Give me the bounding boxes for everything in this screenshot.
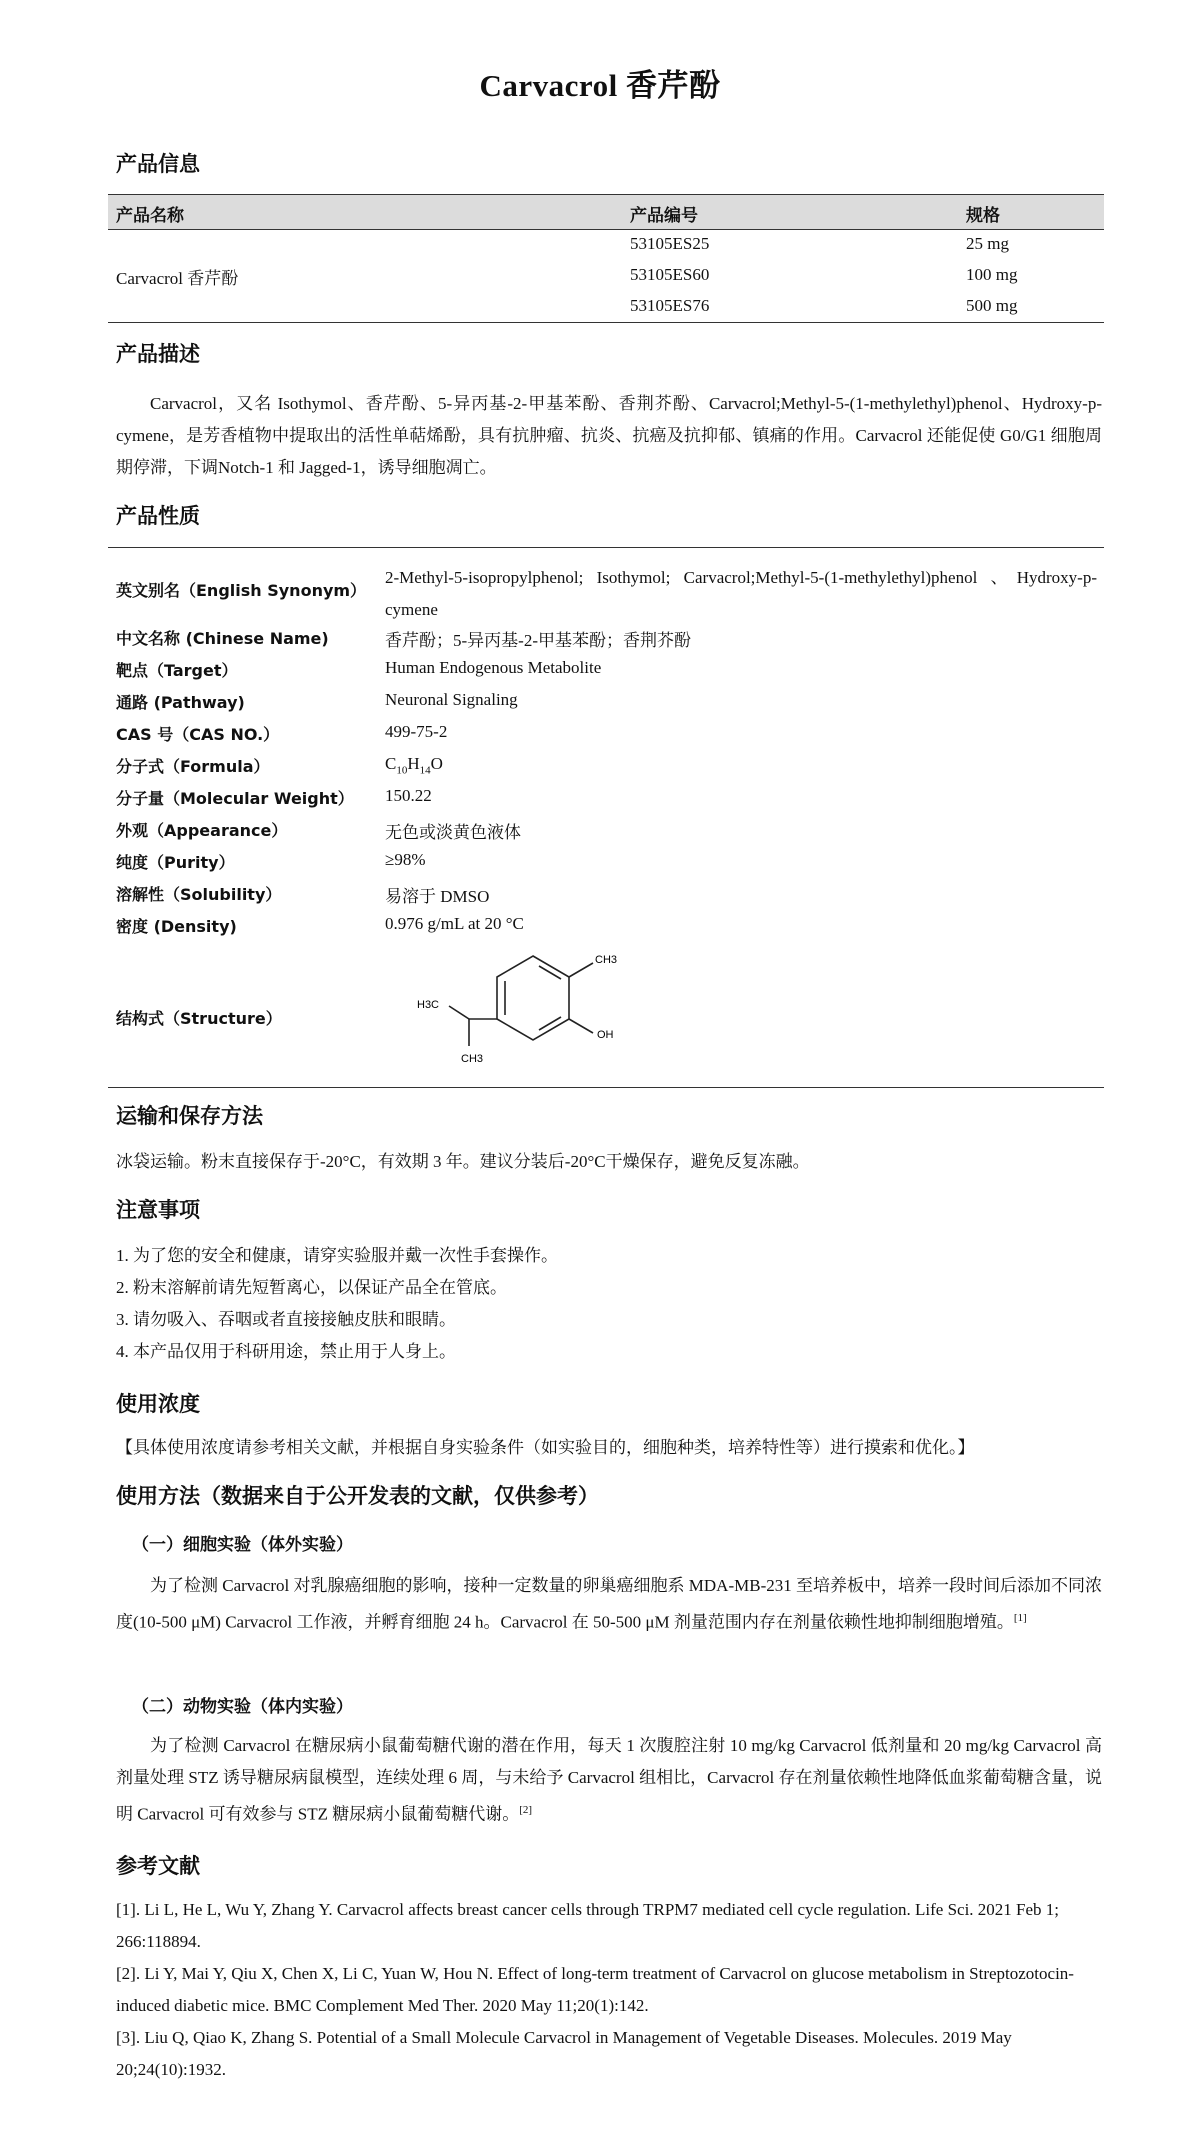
product-table-header xyxy=(108,194,1104,230)
reference-item: [2]. Li Y, Mai Y, Qiu X, Chen X, Li C, Yuan W, Hou N. Effect of long-term treatment of Carvacrol on glucose metabolism in Streptozotocin-induced diabetic mice. BMC Complement Med Ther. 2020 May 11;20(1):142. xyxy=(116,1964,1074,2015)
property-value: ≥98% xyxy=(385,850,426,869)
benzene-ring xyxy=(449,956,593,1046)
animal-experiment-title: （二）动物实验（体内实验） xyxy=(132,1697,353,1717)
property-label: 分子式（Formula） xyxy=(116,757,270,776)
note-item: 2. 粉末溶解前请先短暂离心，以保证产品全在管底。 xyxy=(116,1278,507,1297)
section-method: 使用方法（数据来自于公开发表的文献，仅供参考） xyxy=(116,1484,599,1508)
property-label: 溶解性（Solubility） xyxy=(116,885,282,904)
property-value: 2-Methyl-5-isopropylphenol; Isothymol; Carvacrol;Methyl-5-(1-methylethyl)phenol 、Hydroxy-p-cymene xyxy=(385,568,1097,619)
citation: [1] xyxy=(1013,1612,1027,1624)
property-value: 易溶于 DMSO xyxy=(385,887,490,906)
note-item: 4. 本产品仅用于科研用途，禁止用于人身上。 xyxy=(116,1342,456,1361)
storage-paragraph: 冰袋运输。粉末直接保存于-20°C，有效期 3 年。建议分装后-20°C干燥保存，避免反复冻融。 xyxy=(116,1152,810,1171)
property-value: 150.22 xyxy=(385,786,432,805)
formula-value: $C_{10}H_{14}O$ xyxy=(385,754,443,777)
header-product-code: 产品编号 xyxy=(630,206,698,226)
property-value: 无色或淡黄色液体 xyxy=(385,823,521,842)
property-value: 499-75-2 xyxy=(385,722,448,741)
property-label: 外观（Appearance） xyxy=(116,821,288,840)
property-label: CAS 号（CAS NO.） xyxy=(116,725,280,744)
ch3-bottom-label: CH3 xyxy=(461,1053,484,1065)
property-label: 通路 (Pathway) xyxy=(116,693,245,712)
concentration-paragraph: 【具体使用浓度请参考相关文献，并根据自身实验条件（如实验目的，细胞种类，培养特性等）进行摸索和优化。】 xyxy=(116,1438,975,1457)
product-spec-cell: 100 mg xyxy=(966,265,1018,284)
reference-item: [1]. Li L, He L, Wu Y, Zhang Y. Carvacrol affects breast cancer cells through TRPM7 mediated cell cycle regulation. Life Sci. 2021 Feb 1; 266:118894. xyxy=(116,1900,1060,1951)
section-description: 产品描述 xyxy=(116,342,200,366)
note-item: 3. 请勿吸入、吞咽或者直接接触皮肤和眼睛。 xyxy=(116,1310,456,1329)
h3c-label: H3C xyxy=(417,999,440,1011)
property-label: 英文别名（English Synonym） xyxy=(116,581,367,600)
property-value: 0.976 g/mL at 20 °C xyxy=(385,914,524,933)
property-row xyxy=(108,562,1104,622)
property-value: Neuronal Signaling xyxy=(385,690,518,709)
methyl-bond xyxy=(569,963,593,977)
oh-label: OH xyxy=(597,1029,614,1041)
cell-experiment-paragraph: 为了检测 Carvacrol 对乳腺癌细胞的影响，接种一定数量的卵巢癌细胞系 MDA-MB-231 至培养板中，培养一段时间后添加不同浓度(10-500 μM) Carvacrol 工作液，并孵育细胞 24 h。Carvacrol 在 50-500 μM 剂量范围内存在剂量依赖性地抑制细胞增殖。[1] xyxy=(116,1576,1102,1632)
property-label: 分子量（Molecular Weight） xyxy=(116,789,354,808)
header-spec: 规格 xyxy=(966,206,1000,226)
table-rule xyxy=(108,1087,1104,1088)
reference-item: [3]. Liu Q, Qiao K, Zhang S. Potential of a Small Molecule Carvacrol in Management of Vegetable Diseases. Molecules. 2019 May 20;24(10):1932. xyxy=(116,2028,1012,2079)
properties-table xyxy=(108,547,1104,1065)
section-concentration: 使用浓度 xyxy=(116,1392,200,1416)
product-code-cell: 53105ES25 xyxy=(630,234,710,253)
section-storage: 运输和保存方法 xyxy=(116,1104,263,1128)
product-code-cell: 53105ES76 xyxy=(630,296,710,315)
property-label: 密度 (Density) xyxy=(116,917,237,936)
property-label: 结构式（Structure） xyxy=(116,1009,282,1028)
section-product-info: 产品信息 xyxy=(116,152,200,176)
description-paragraph: Carvacrol，又名 Isothymol、香芹酚、5-异丙基-2-甲基苯酚、香荆芥酚、Carvacrol;Methyl-5-(1-methylethyl)phenol、Hydroxy-p-cymene，是芳香植物中提取出的活性单萜烯酚，具有抗肿瘤、抗炎、抗癌及抗抑郁、镇痛的作用。Carvacrol 还能促使 G0/G1 细胞周期停滞，下调Notch-1 和 Jagged-1，诱导细胞凋亡。 xyxy=(116,394,1102,477)
section-properties: 产品性质 xyxy=(116,504,200,528)
product-name-cell: Carvacrol 香芹酚 xyxy=(116,269,239,288)
product-code-cell: 53105ES60 xyxy=(630,265,710,284)
hydroxyl-bond xyxy=(569,1019,593,1033)
property-label: 纯度（Purity） xyxy=(116,853,235,872)
property-label: 靶点（Target） xyxy=(116,661,238,680)
cell-experiment-title: （一）细胞实验（体外实验） xyxy=(132,1535,353,1555)
product-spec-cell: 500 mg xyxy=(966,296,1018,315)
page-title: Carvacrol 香芹酚 xyxy=(479,68,721,103)
section-references: 参考文献 xyxy=(116,1854,200,1878)
property-value: 香芹酚；5-异丙基-2-甲基苯酚；香荆芥酚 xyxy=(385,631,691,650)
animal-experiment-paragraph: 为了检测 Carvacrol 在糖尿病小鼠葡萄糖代谢的潜在作用，每天 1 次腹腔注射 10 mg/kg Carvacrol 低剂量和 20 mg/kg Carvacrol 高剂量处理 STZ 诱导糖尿病鼠模型，连续处理 6 周，与未给予 Carvacrol 组相比，Carvacrol 存在剂量依赖性地降低血浆葡萄糖含量，说明 Carvacrol 可有效参与 STZ 糖尿病小鼠葡萄糖代谢。[2] xyxy=(116,1736,1102,1824)
header-product-name: 产品名称 xyxy=(116,206,184,226)
section-notes: 注意事项 xyxy=(116,1198,200,1222)
note-item: 1. 为了您的安全和健康，请穿实验服并戴一次性手套操作。 xyxy=(116,1246,558,1265)
ch3-top-label: CH3 xyxy=(595,954,618,966)
product-spec-cell: 25 mg xyxy=(966,234,1009,253)
property-label: 中文名称 (Chinese Name) xyxy=(116,629,329,648)
property-value: Human Endogenous Metabolite xyxy=(385,658,602,677)
citation: [2] xyxy=(519,1804,533,1816)
table-rule xyxy=(108,322,1104,323)
structure-diagram xyxy=(393,948,753,1088)
property-row xyxy=(108,948,1104,1088)
